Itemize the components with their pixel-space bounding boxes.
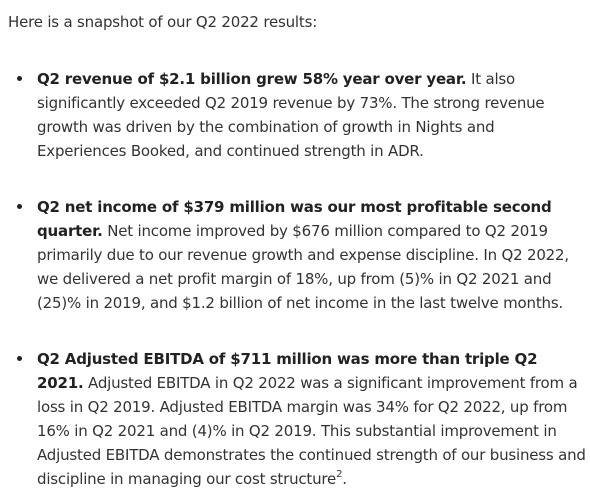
revenue-body: It also significantly exceeded Q2 2019 revenue by 73%. The strong revenue growth was driven by the combination of growth in Nights and Experiences Booked, and continued strength in ADR. — [37, 70, 545, 160]
footnote-marker: 2 — [336, 469, 343, 480]
bullet-icon — [17, 76, 22, 81]
ebitda-body: Adjusted EBITDA in Q2 2022 was a significant improvement from a loss in Q2 2019. Adjusted EBITDA margin was 34% for Q2 2022, up from 16% in Q2 2021 and (4)% in Q2 2019. This substantial improvement in Adjusted EBITDA demonstrates the continued strength of our business and discipline in managing our cost structure — [37, 374, 586, 488]
revenue-headline: Q2 revenue of $2.1 billion grew 58% year over year. — [37, 70, 467, 88]
list-item-text — [37, 67, 587, 163]
ebitda-headline: Q2 Adjusted EBITDA of $711 million was more than triple Q2 2021. — [37, 350, 538, 392]
ebitda-end: . — [342, 470, 347, 488]
list-item-text — [37, 195, 587, 315]
bullet-icon — [17, 356, 22, 361]
net-income-body: Net income improved by $676 million compared to Q2 2019 primarily due to our revenue growth and expense discipline. In Q2 2022, we delivered a net profit margin of 18%, up from (5)% in Q2 2021 and (25)% in 2019, and $1.2 billion of net income in the last twelve months. — [37, 222, 569, 312]
bullet-icon — [17, 204, 22, 209]
list-item-text — [37, 347, 587, 491]
intro-text: Here is a snapshot of our Q2 2022 results: — [8, 13, 318, 31]
net-income-headline: Q2 net income of $379 million was our most profitable second quarter. — [37, 198, 552, 240]
